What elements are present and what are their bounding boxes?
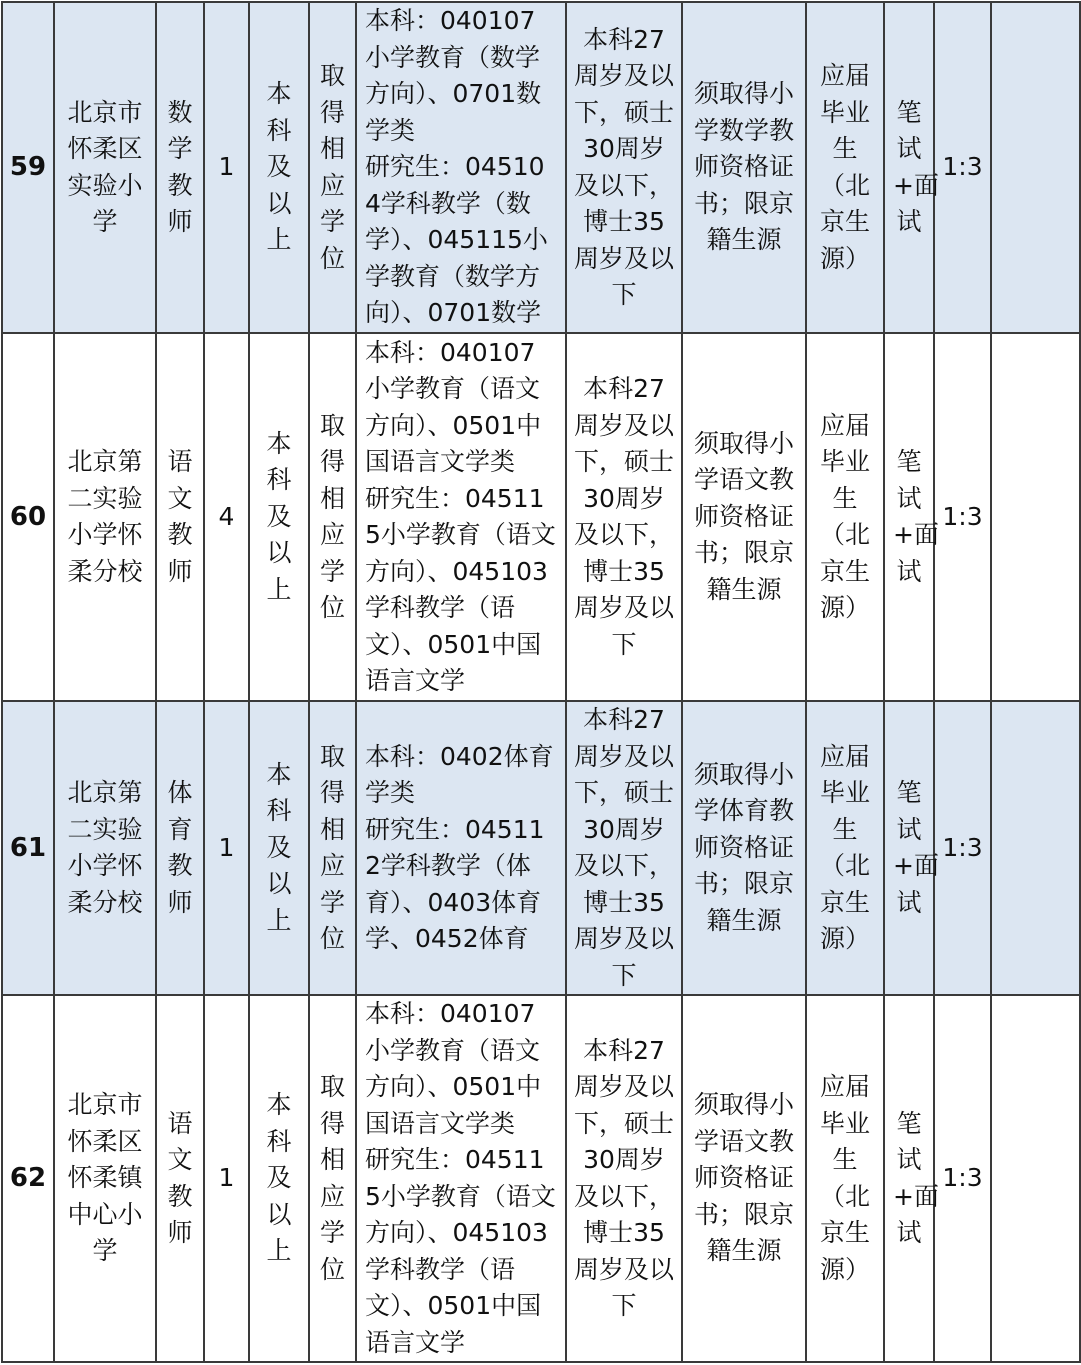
exam-method-cell: 笔试+面试 bbox=[884, 995, 934, 1362]
employer-cell: 北京第二实验小学怀柔分校 bbox=[54, 333, 156, 701]
recruitment-table bbox=[1, 1, 1081, 1363]
headcount-cell: 1 bbox=[204, 701, 249, 995]
requirements-cell: 须取得小学语文教师资格证书；限京籍生源 bbox=[682, 333, 806, 701]
row-number: 59 bbox=[2, 2, 54, 333]
target-cell: 应届毕业生（北京生源） bbox=[806, 333, 884, 701]
degree-cell: 取得相应学位 bbox=[309, 701, 356, 995]
position-cell: 体育教师 bbox=[156, 701, 204, 995]
degree-cell: 取得相应学位 bbox=[309, 333, 356, 701]
ratio-cell: 1:3 bbox=[934, 2, 991, 333]
note-cell bbox=[991, 2, 1080, 333]
age-cell: 本科27周岁及以下，硕士30周岁及以下，博士35周岁及以下 bbox=[566, 995, 682, 1362]
education-cell: 本科及以上 bbox=[249, 701, 309, 995]
education-cell: 本科及以上 bbox=[249, 995, 309, 1362]
ratio-cell: 1:3 bbox=[934, 995, 991, 1362]
note-cell bbox=[991, 333, 1080, 701]
major-cell: 本科：040107小学教育（数学方向）、0701数学类 研究生：045104学科教学（数学）、045115小学教育（数学方向）、0701数学 bbox=[356, 2, 566, 333]
major-cell: 本科：0402体育学类 研究生：045112学科教学（体育）、0403体育学、0452体育 bbox=[356, 701, 566, 995]
position-cell: 语文教师 bbox=[156, 333, 204, 701]
note-cell bbox=[991, 701, 1080, 995]
exam-method-cell: 笔试+面试 bbox=[884, 333, 934, 701]
headcount-cell: 1 bbox=[204, 2, 249, 333]
row-number: 60 bbox=[2, 333, 54, 701]
degree-cell: 取得相应学位 bbox=[309, 2, 356, 333]
requirements-cell: 须取得小学语文教师资格证书；限京籍生源 bbox=[682, 995, 806, 1362]
note-cell bbox=[991, 995, 1080, 1362]
row-number: 62 bbox=[2, 995, 54, 1362]
target-cell: 应届毕业生（北京生源） bbox=[806, 995, 884, 1362]
table-row bbox=[2, 333, 1080, 701]
requirements-cell: 须取得小学体育教师资格证书；限京籍生源 bbox=[682, 701, 806, 995]
ratio-cell: 1:3 bbox=[934, 701, 991, 995]
employer-cell: 北京市怀柔区怀柔镇中心小学 bbox=[54, 995, 156, 1362]
position-cell: 数学教师 bbox=[156, 2, 204, 333]
headcount-cell: 1 bbox=[204, 995, 249, 1362]
employer-cell: 北京市怀柔区实验小学 bbox=[54, 2, 156, 333]
requirements-cell: 须取得小学数学教师资格证书；限京籍生源 bbox=[682, 2, 806, 333]
table-row bbox=[2, 2, 1080, 333]
degree-cell: 取得相应学位 bbox=[309, 995, 356, 1362]
major-cell: 本科：040107小学教育（语文方向）、0501中国语言文学类 研究生：045115小学教育（语文方向）、045103学科教学（语文）、0501中国语言文学 bbox=[356, 995, 566, 1362]
age-cell: 本科27周岁及以下，硕士30周岁及以下，博士35周岁及以下 bbox=[566, 2, 682, 333]
row-number: 61 bbox=[2, 701, 54, 995]
ratio-cell: 1:3 bbox=[934, 333, 991, 701]
table-row bbox=[2, 995, 1080, 1362]
target-cell: 应届毕业生（北京生源） bbox=[806, 701, 884, 995]
table-row bbox=[2, 701, 1080, 995]
exam-method-cell: 笔试+面试 bbox=[884, 701, 934, 995]
exam-method-cell: 笔试+面试 bbox=[884, 2, 934, 333]
education-cell: 本科及以上 bbox=[249, 333, 309, 701]
education-cell: 本科及以上 bbox=[249, 2, 309, 333]
position-cell: 语文教师 bbox=[156, 995, 204, 1362]
target-cell: 应届毕业生（北京生源） bbox=[806, 2, 884, 333]
major-cell: 本科：040107小学教育（语文方向）、0501中国语言文学类 研究生：045115小学教育（语文方向）、045103学科教学（语文）、0501中国语言文学 bbox=[356, 333, 566, 701]
headcount-cell: 4 bbox=[204, 333, 249, 701]
age-cell: 本科27周岁及以下，硕士30周岁及以下，博士35周岁及以下 bbox=[566, 333, 682, 701]
age-cell: 本科27周岁及以下，硕士30周岁及以下，博士35周岁及以下 bbox=[566, 701, 682, 995]
employer-cell: 北京第二实验小学怀柔分校 bbox=[54, 701, 156, 995]
